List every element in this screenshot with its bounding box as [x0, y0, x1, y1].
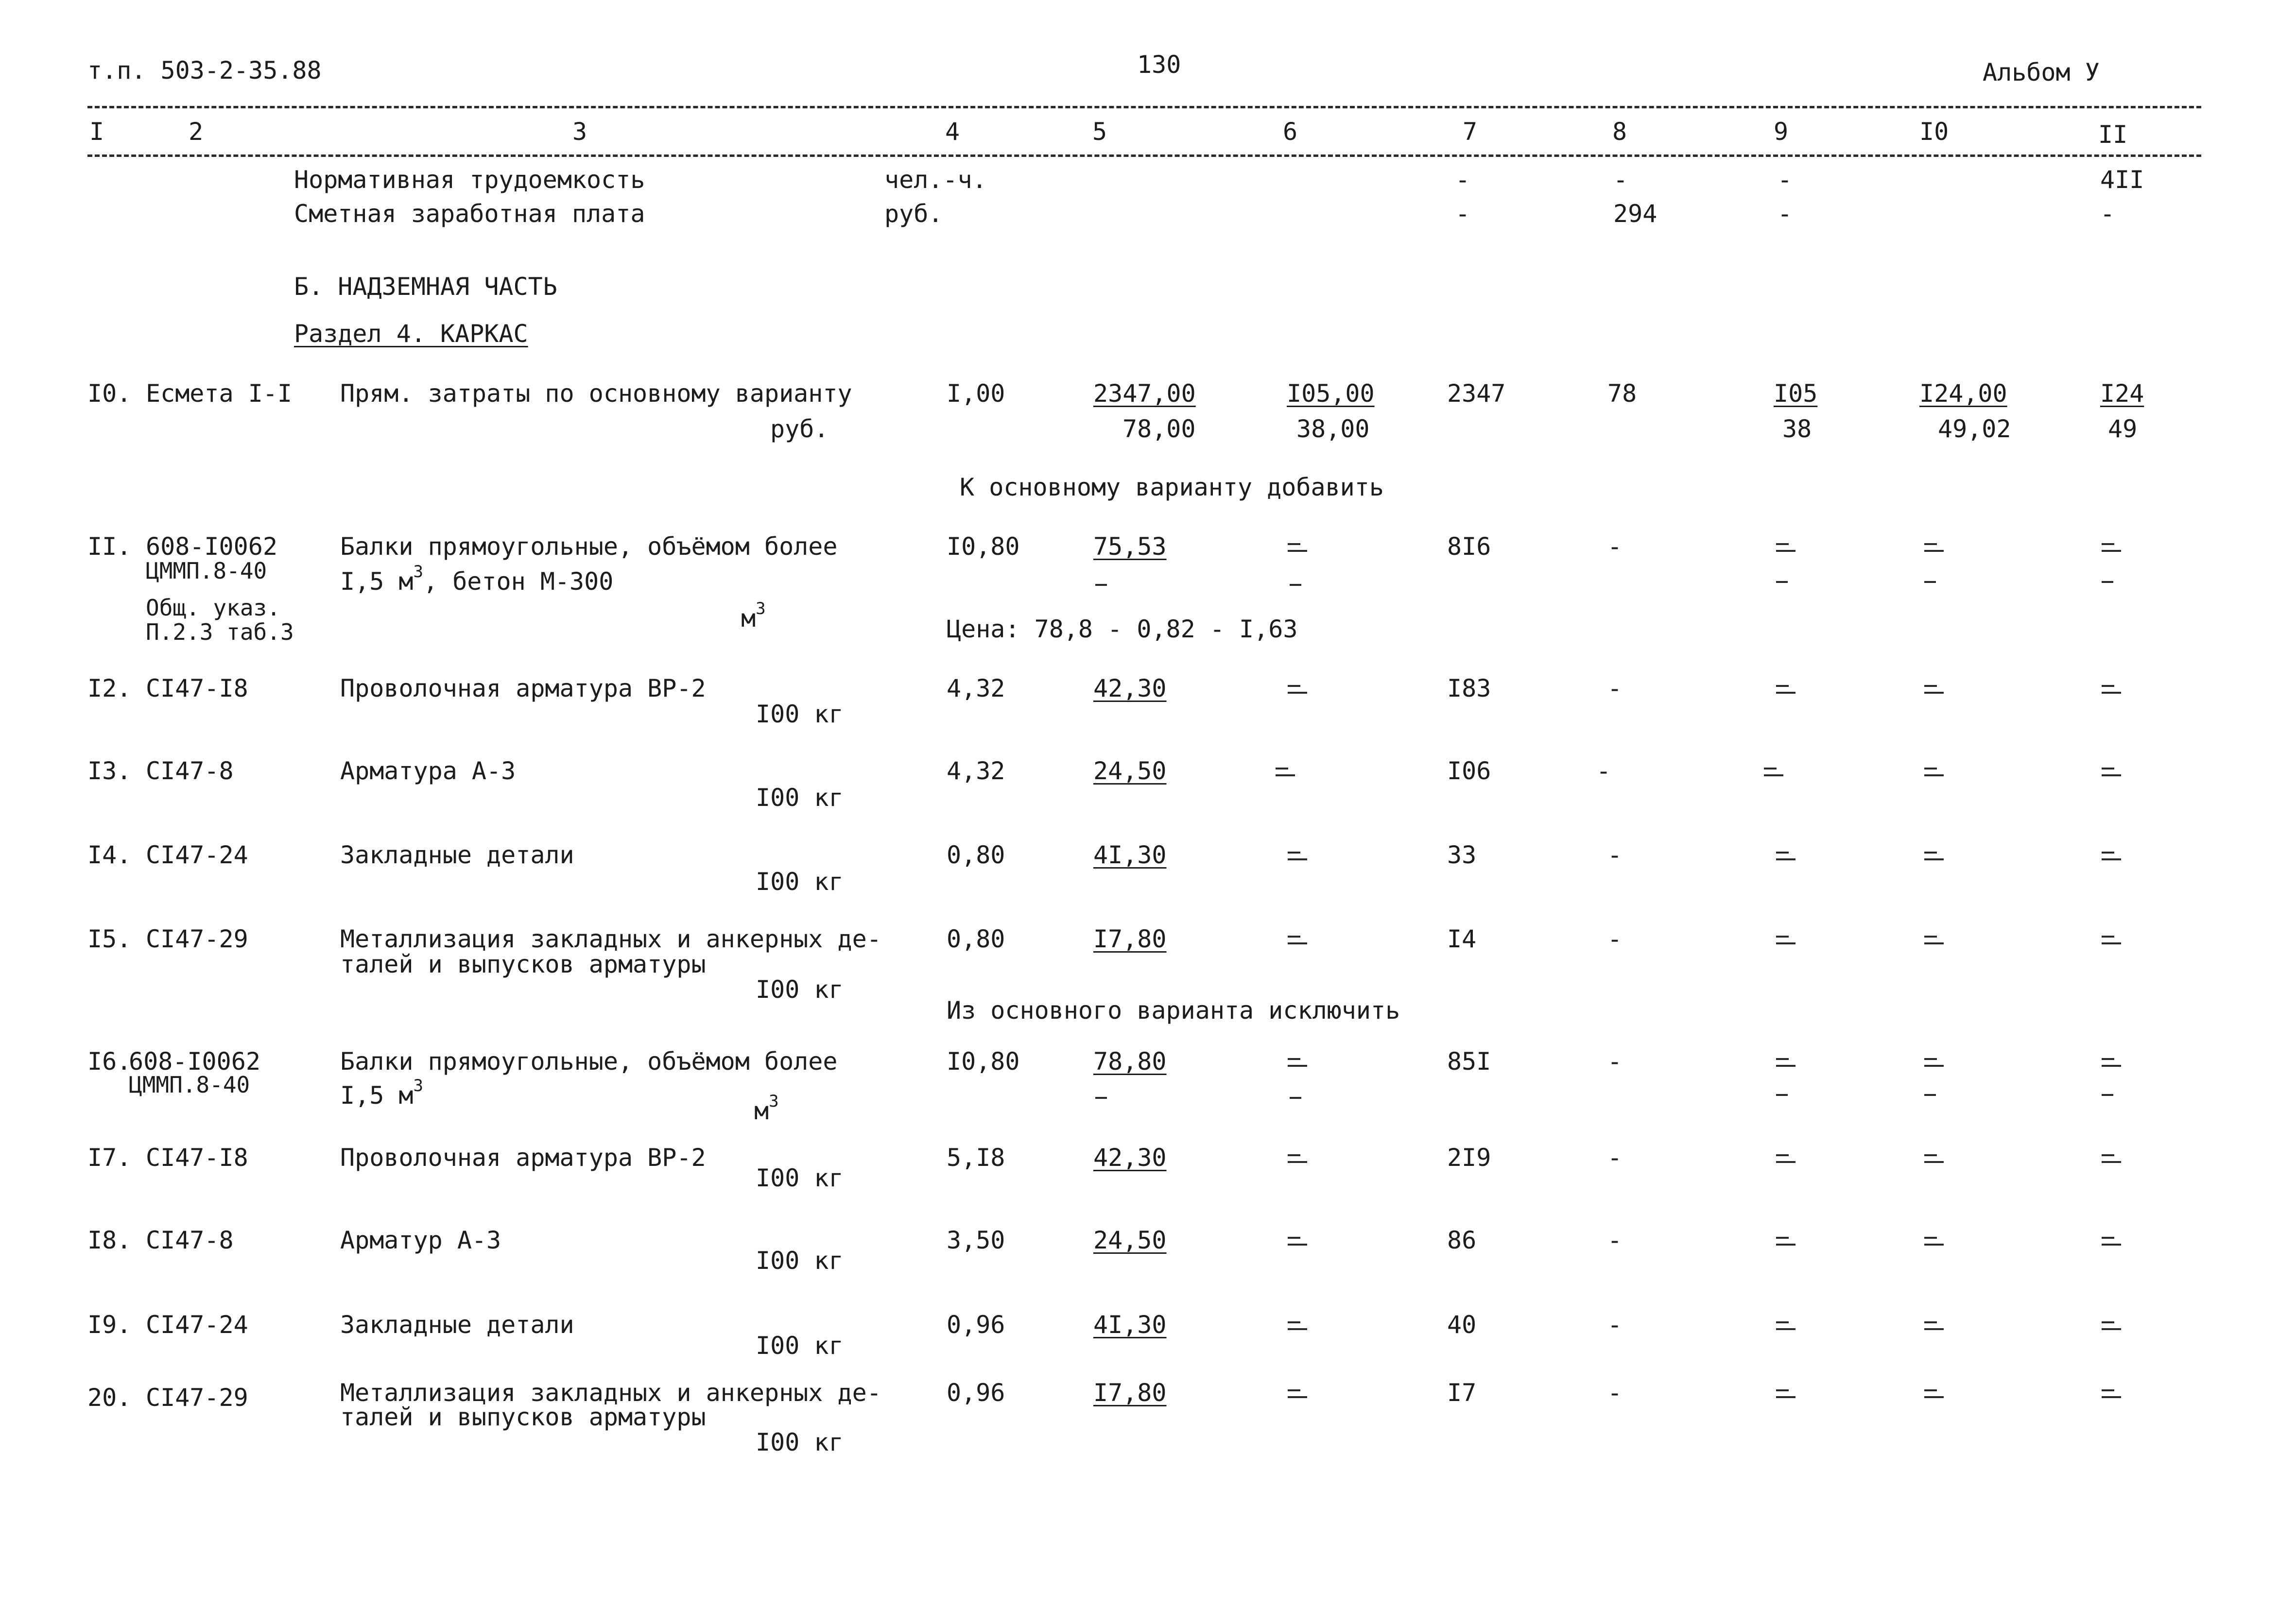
- row-unit: I00 кг: [756, 1428, 844, 1456]
- cell: 2347,00: [1093, 379, 1196, 408]
- cell: -: [1607, 1379, 1623, 1407]
- cell: 8I6: [1447, 532, 1491, 561]
- cell: I24: [2100, 379, 2144, 408]
- blank-mark: [1290, 584, 1301, 586]
- row-number: I4.: [87, 841, 132, 869]
- ditto-mark: [1924, 1150, 1946, 1180]
- blank-mark: [2102, 1094, 2113, 1096]
- row-price: I7,80: [1093, 1379, 1167, 1407]
- blank-mark: [1924, 581, 1936, 583]
- column-header: 5: [1092, 118, 1107, 146]
- column-header: I: [89, 118, 104, 146]
- ditto-mark: [1288, 539, 1309, 568]
- blank-mark: [1095, 1097, 1107, 1099]
- row-quantity: 5,I8: [947, 1144, 1005, 1172]
- row-description: Арматура А-3: [340, 757, 516, 785]
- summary-label: Сметная заработная плата: [294, 200, 645, 228]
- row-unit: I00 кг: [756, 975, 844, 1004]
- section-heading: Б. НАДЗЕМНАЯ ЧАСТЬ: [294, 273, 557, 301]
- document-reference: т.п. 503-2-35.88: [87, 56, 322, 85]
- blank-mark: [2102, 581, 2113, 583]
- razdel-heading: Раздел 4. КАРКАС: [294, 320, 528, 348]
- row-description: Арматур А-3: [340, 1226, 501, 1254]
- row-unit: $м^3$: [754, 1092, 779, 1125]
- row-code: CI47-24: [146, 1311, 248, 1339]
- ditto-mark: [1776, 848, 1797, 877]
- row-number: I7.: [87, 1144, 132, 1172]
- column-header: 4: [945, 118, 960, 146]
- row-code-note: Общ. указ.: [146, 595, 280, 621]
- page-number: 130: [1137, 51, 1181, 79]
- ditto-mark: [1288, 1317, 1309, 1347]
- row-number: I8.: [87, 1226, 132, 1254]
- cell: 78: [1607, 379, 1637, 408]
- row-unit: I00 кг: [756, 1164, 844, 1192]
- cell: -: [1455, 166, 1470, 194]
- ditto-mark: [1776, 1317, 1797, 1347]
- ditto-mark: [2102, 848, 2123, 877]
- row-quantity: 4,32: [947, 674, 1005, 702]
- row-number: I6.: [87, 1047, 132, 1076]
- summary-unit: чел.-ч.: [884, 166, 987, 194]
- ditto-mark: [1776, 539, 1797, 568]
- row-quantity: I0,80: [947, 1047, 1020, 1076]
- row-number: I3.: [87, 757, 132, 785]
- row-description: Металлизация закладных и анкерных де-: [340, 1379, 881, 1407]
- blank-mark: [1776, 1094, 1788, 1096]
- row-quantity: 0,96: [947, 1311, 1005, 1339]
- summary-unit: руб.: [884, 200, 943, 228]
- ditto-mark: [2102, 1054, 2123, 1083]
- row-code: ЦММП.8-40: [146, 558, 267, 584]
- row-description: Прям. затраты по основному варианту: [340, 379, 852, 408]
- cell: -: [1607, 532, 1623, 561]
- row-description: Проволочная арматура ВР-2: [340, 674, 706, 702]
- cell: 2I9: [1447, 1144, 1491, 1172]
- row-code: CI47-I8: [146, 674, 248, 702]
- column-header: 8: [1612, 118, 1627, 146]
- cell: I24,00: [1919, 379, 2007, 408]
- header-rule-bottom: [87, 154, 2201, 157]
- row-quantity: I0,80: [947, 532, 1020, 561]
- row-price: 4I,30: [1093, 841, 1167, 869]
- ditto-mark: [2102, 932, 2123, 961]
- row-code-note: П.2.3 таб.3: [146, 619, 294, 645]
- row-unit: I00 кг: [756, 700, 844, 728]
- row-description: Закладные детали: [340, 1311, 574, 1339]
- ditto-mark: [1776, 681, 1797, 710]
- row-price: I7,80: [1093, 925, 1167, 953]
- ditto-mark: [2102, 1150, 2123, 1180]
- cell: -: [1596, 757, 1611, 785]
- row-description: талей и выпусков арматуры: [340, 1403, 706, 1431]
- ditto-mark: [2102, 681, 2123, 710]
- cell: -: [1607, 1047, 1623, 1076]
- row-description: Балки прямоугольные, объёмом более: [340, 1047, 838, 1076]
- ditto-mark: [1924, 681, 1946, 710]
- ditto-mark: [2102, 1317, 2123, 1347]
- cell: I7: [1447, 1379, 1477, 1407]
- row-code: CI47-I8: [146, 1144, 248, 1172]
- cell: -: [1607, 841, 1623, 869]
- row-description: Балки прямоугольные, объёмом более: [340, 532, 838, 561]
- column-header: 3: [572, 118, 587, 146]
- cell: -: [1607, 674, 1623, 702]
- row-code: CI47-8: [146, 1226, 234, 1254]
- row-number: I9.: [87, 1311, 132, 1339]
- blank-mark: [1290, 1097, 1301, 1099]
- cell: -: [1778, 200, 1793, 228]
- cell: -: [1778, 166, 1793, 194]
- ditto-mark: [1776, 1233, 1797, 1262]
- ditto-mark: [1924, 764, 1946, 793]
- ditto-mark: [1924, 1385, 1946, 1415]
- cell: 33: [1447, 841, 1477, 869]
- blank-mark: [1095, 584, 1107, 586]
- cell: I4: [1447, 925, 1477, 953]
- blank-mark: [1924, 1094, 1936, 1096]
- row-price: 24,50: [1093, 1226, 1167, 1254]
- row-code: ЦММП.8-40: [129, 1072, 250, 1098]
- cell: 85I: [1447, 1047, 1491, 1076]
- cell: I06: [1447, 757, 1491, 785]
- ditto-mark: [1924, 1317, 1946, 1347]
- exclude-note: Из основного варианта исключить: [947, 996, 1400, 1025]
- cell: -: [1607, 1144, 1623, 1172]
- ditto-mark: [1764, 764, 1785, 793]
- column-header: 9: [1774, 118, 1789, 146]
- column-header: 7: [1463, 118, 1478, 146]
- ditto-mark: [1776, 1385, 1797, 1415]
- cell: -: [1455, 200, 1470, 228]
- ditto-mark: [1288, 1233, 1309, 1262]
- cell: -: [1613, 166, 1628, 194]
- cell: I05,00: [1287, 379, 1375, 408]
- cell: 38,00: [1296, 415, 1370, 443]
- row-description: Закладные детали: [340, 841, 574, 869]
- row-description: I,5 $м^3$: [340, 1076, 423, 1110]
- row-price: 75,53: [1093, 532, 1167, 561]
- cell: -: [1607, 925, 1623, 953]
- ditto-mark: [1924, 1233, 1946, 1262]
- row-description: Проволочная арматура ВР-2: [340, 1144, 706, 1172]
- row-number: I5.: [87, 925, 132, 953]
- header-rule-top: [87, 106, 2201, 108]
- cell: -: [1607, 1226, 1623, 1254]
- row-quantity: I,00: [947, 379, 1005, 408]
- blank-mark: [1776, 581, 1788, 583]
- ditto-mark: [1924, 848, 1946, 877]
- row-quantity: 0,80: [947, 925, 1005, 953]
- row-unit: I00 кг: [756, 784, 844, 812]
- ditto-mark: [1776, 932, 1797, 961]
- row-code: CI47-29: [146, 1384, 248, 1412]
- cell: 4II: [2100, 166, 2144, 194]
- row-unit: I00 кг: [756, 1332, 844, 1360]
- row-quantity: 3,50: [947, 1226, 1005, 1254]
- ditto-mark: [1288, 1150, 1309, 1180]
- ditto-mark: [1924, 932, 1946, 961]
- ditto-mark: [2102, 1385, 2123, 1415]
- column-header: 6: [1283, 118, 1298, 146]
- row-code: CI47-29: [146, 925, 248, 953]
- row-quantity: 0,96: [947, 1379, 1005, 1407]
- add-note: К основному варианту добавить: [960, 473, 1384, 501]
- ditto-mark: [1924, 539, 1946, 568]
- cell: -: [1607, 1311, 1623, 1339]
- column-header: 2: [189, 118, 204, 146]
- cell: I83: [1447, 674, 1491, 702]
- summary-label: Нормативная трудоемкость: [294, 166, 645, 194]
- row-code: CI47-24: [146, 841, 248, 869]
- column-header: II: [2098, 120, 2128, 149]
- cell: I05: [1774, 379, 1818, 408]
- cell: 2347: [1447, 379, 1506, 408]
- row-number: I0.: [87, 379, 132, 408]
- row-unit: I00 кг: [756, 868, 844, 896]
- cell: 86: [1447, 1226, 1477, 1254]
- ditto-mark: [1288, 681, 1309, 710]
- cell: 294: [1613, 200, 1657, 228]
- ditto-mark: [1776, 1150, 1797, 1180]
- ditto-mark: [1288, 1054, 1309, 1083]
- row-code: CI47-8: [146, 757, 234, 785]
- row-code: 608-I0062: [129, 1047, 260, 1076]
- cell: -: [2100, 200, 2115, 228]
- ditto-mark: [1276, 764, 1297, 793]
- row-unit: $м^3$: [741, 599, 766, 633]
- ditto-mark: [2102, 764, 2123, 793]
- price-note: Цена: 78,8 - 0,82 - I,63: [947, 615, 1298, 643]
- cell: 40: [1447, 1311, 1477, 1339]
- row-number: 20.: [87, 1384, 132, 1412]
- row-price: 78,80: [1093, 1047, 1167, 1076]
- row-unit: руб.: [770, 415, 829, 443]
- cell: 38: [1782, 415, 1812, 443]
- row-price: 24,50: [1093, 757, 1167, 785]
- ditto-mark: [1288, 848, 1309, 877]
- row-number: I2.: [87, 674, 132, 702]
- row-price: 42,30: [1093, 1144, 1167, 1172]
- ditto-mark: [2102, 1233, 2123, 1262]
- cell: 49,02: [1938, 415, 2011, 443]
- row-unit: I00 кг: [756, 1247, 844, 1275]
- column-header: I0: [1919, 118, 1949, 146]
- row-description: Металлизация закладных и анкерных де-: [340, 925, 881, 953]
- ditto-mark: [1288, 1385, 1309, 1415]
- row-quantity: 0,80: [947, 841, 1005, 869]
- ditto-mark: [1288, 932, 1309, 961]
- row-description: талей и выпусков арматуры: [340, 950, 706, 978]
- ditto-mark: [1924, 1054, 1946, 1083]
- cell: 49: [2108, 415, 2138, 443]
- cell: 78,00: [1122, 415, 1196, 443]
- row-code: Есмета I-I: [146, 379, 293, 408]
- row-description: I,5 $м^3$, бетон М-300: [340, 562, 614, 596]
- row-code: 608-I0062: [146, 532, 277, 561]
- ditto-mark: [1776, 1054, 1797, 1083]
- ditto-mark: [2102, 539, 2123, 568]
- row-quantity: 4,32: [947, 757, 1005, 785]
- row-price: 4I,30: [1093, 1311, 1167, 1339]
- row-price: 42,30: [1093, 674, 1167, 702]
- row-number: II.: [87, 532, 132, 561]
- album-label: Альбом У: [1983, 58, 2100, 86]
